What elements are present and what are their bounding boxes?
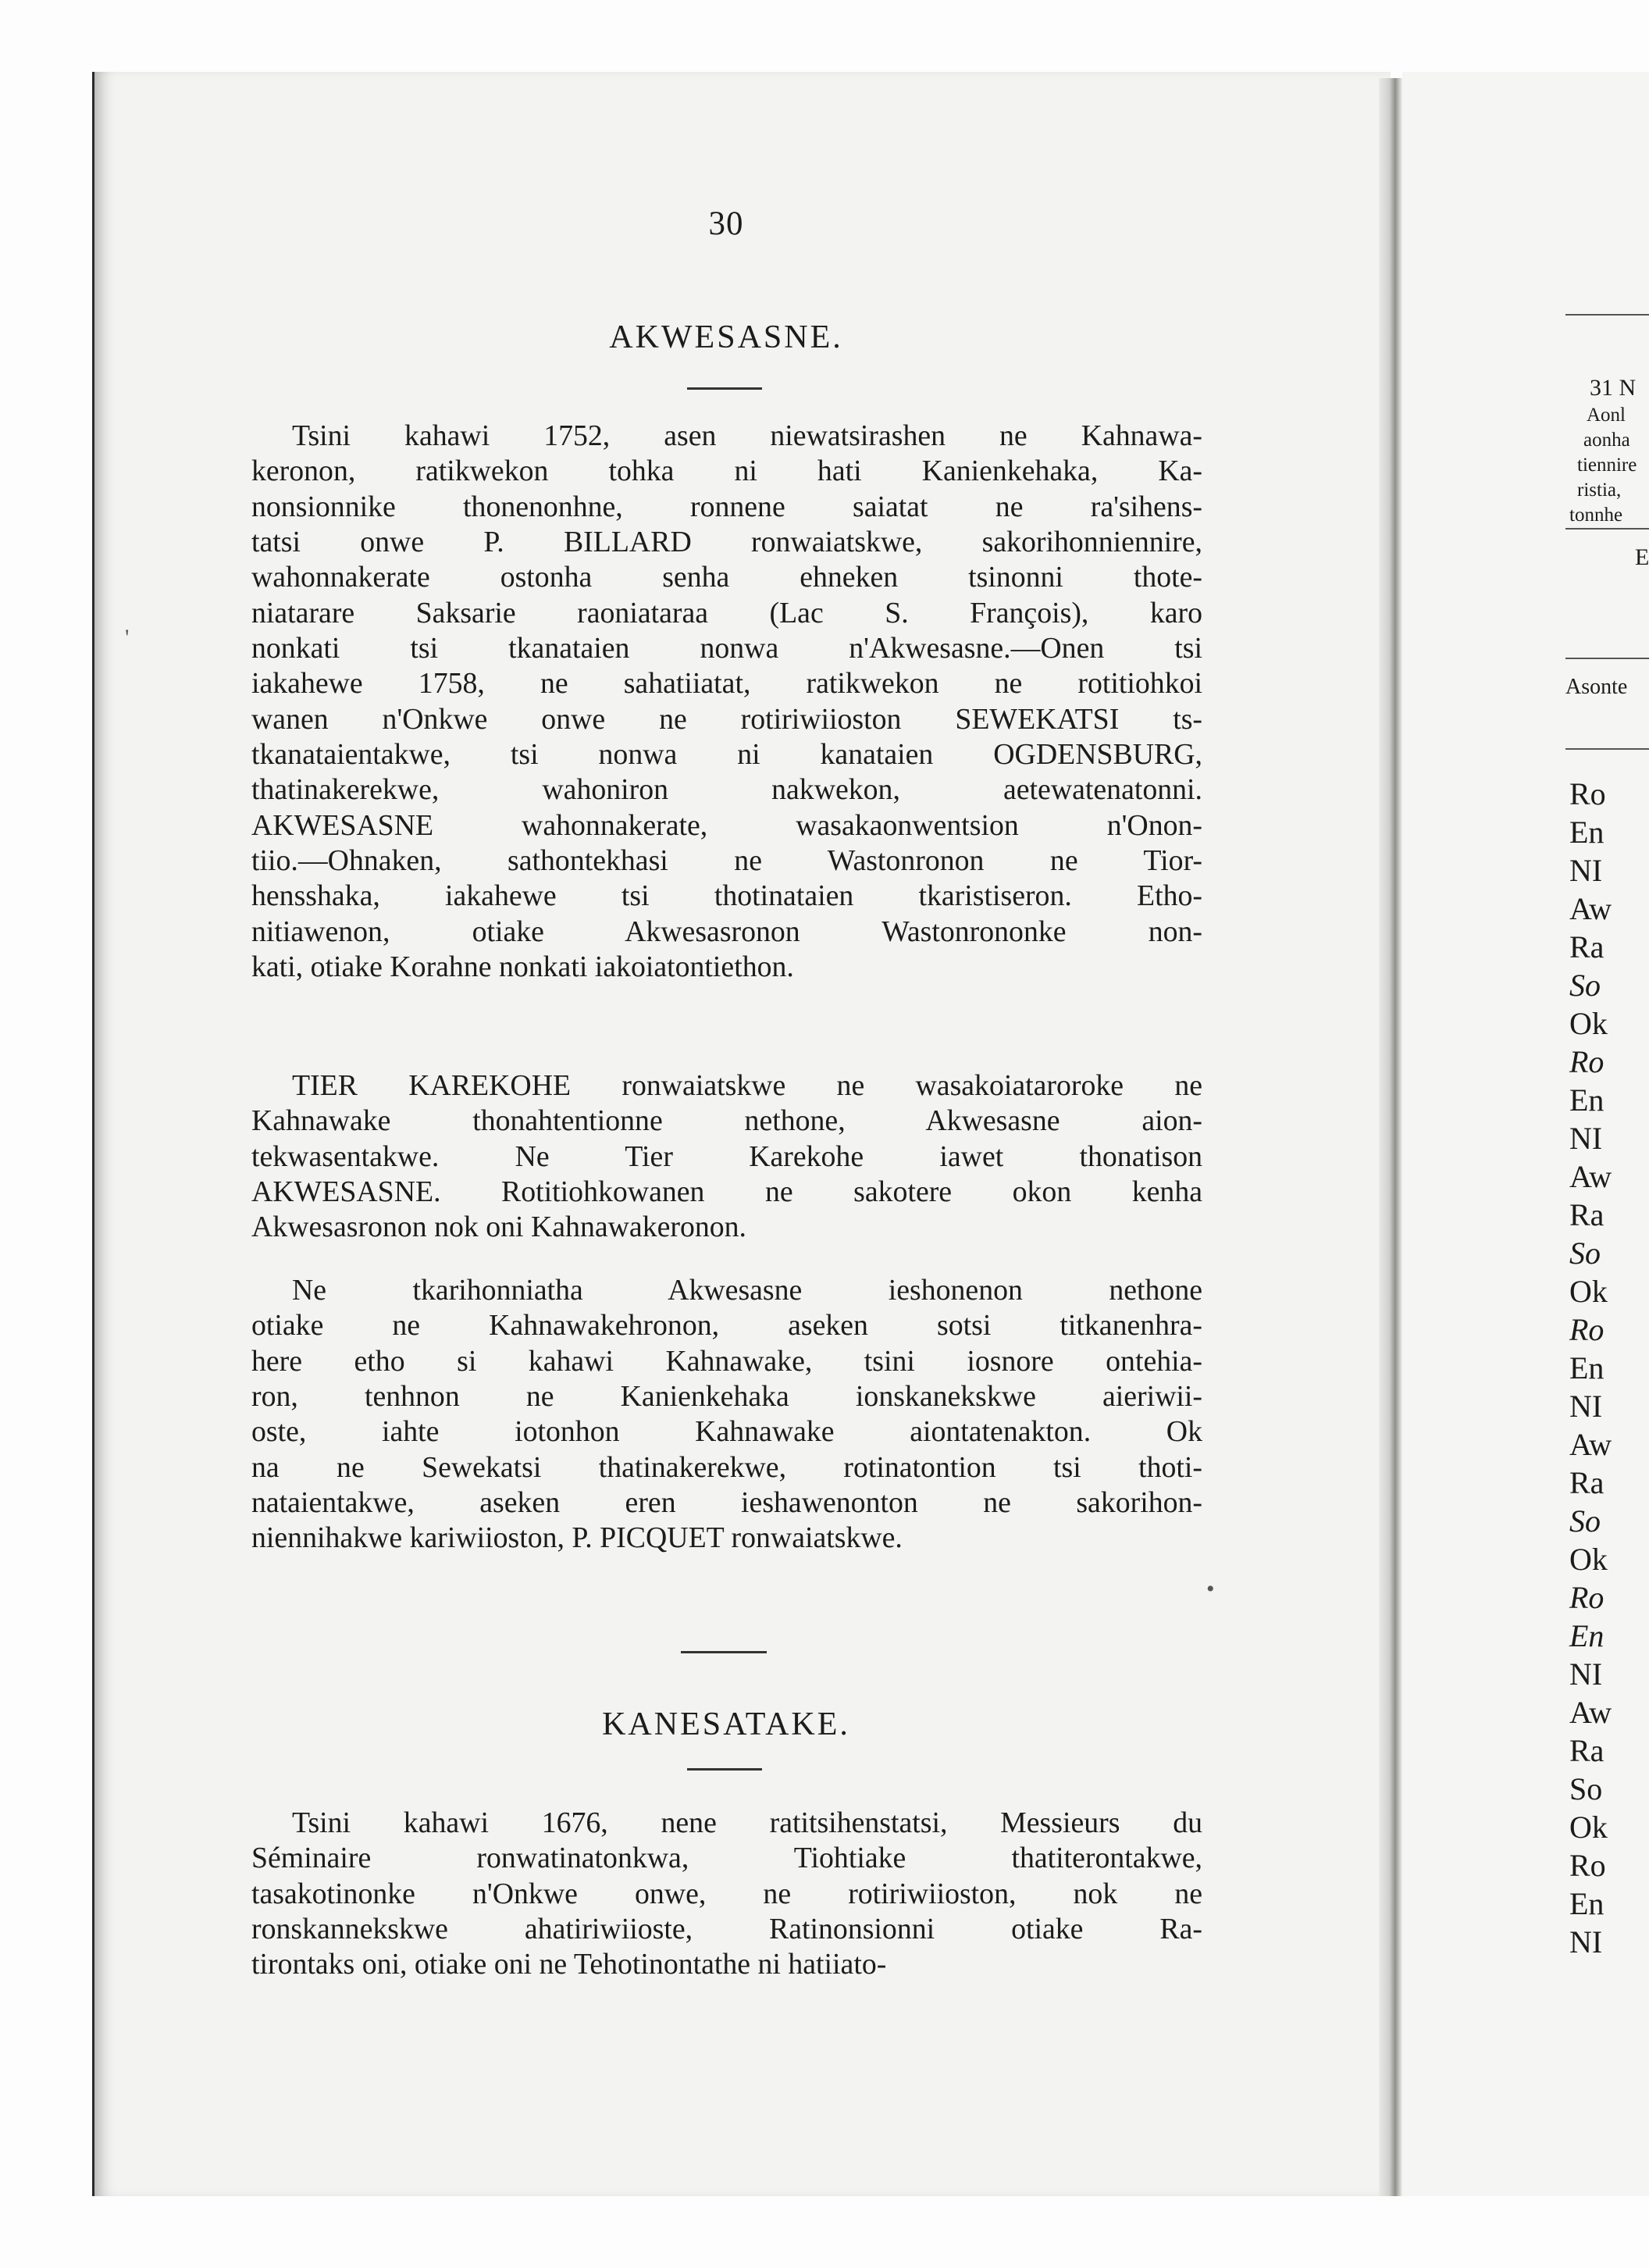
text-line: AKWESASNE. Rotitiohkowanen ne sakotere okon kenha (251, 1175, 1202, 1209)
text-line: TIER KAREKOHE ronwaiatskwe ne wasakoiataroroke ne (292, 1069, 1202, 1102)
heading-rule (687, 387, 762, 390)
right-column-entry: Aw (1569, 891, 1612, 926)
right-page-rule (1565, 528, 1649, 530)
right-column-entry: Ra (1569, 929, 1604, 965)
text-line: otiake ne Kahnawakehronon, aseken sotsi titkanenhra- (251, 1309, 1202, 1343)
text-line: wanen n'Onkwe onwe ne rotiriwiioston SEWEKATSI ts- (251, 702, 1202, 736)
right-column-entry: So (1569, 1771, 1603, 1806)
right-page-rule (1565, 658, 1649, 659)
book-spine (1379, 78, 1402, 2196)
paragraph-kanesatake-1 (251, 1806, 1202, 1983)
text-line: tirontaks oni, otiake oni ne Tehotinontathe ni hatiiato- (251, 1948, 887, 1981)
right-column-entry: Ok (1569, 1006, 1608, 1041)
right-page-column-header: Asonte (1565, 675, 1628, 699)
text-line: iakahewe 1758, ne sahatiiatat, ratikwekon ne rotitiohkoi (251, 667, 1202, 701)
text-line: tkanataientakwe, tsi nonwa ni kanataien OGDENSBURG, (251, 738, 1202, 772)
right-column-entry: NI (1569, 1924, 1603, 1960)
right-column-entry: Aw (1569, 1695, 1612, 1730)
section-heading-kanesatake: KANESATAKE. (602, 1706, 850, 1742)
right-page-header: 31 N (1590, 375, 1637, 401)
right-column-entry: Aw (1569, 1427, 1612, 1462)
right-column-entry: Ro (1569, 1580, 1604, 1615)
right-column-entry: En (1569, 1618, 1604, 1653)
text-line: Séminaire ronwatinatonkwa, Tiohtiake thatiterontakwe, (251, 1842, 1202, 1875)
right-column-entry: So (1569, 1503, 1601, 1539)
right-column-entry: Ro (1569, 776, 1606, 811)
text-line: tiio.—Ohnaken, sathontekhasi ne Wastonronon ne Tior- (251, 844, 1202, 878)
right-page-snippet: ristia, (1577, 480, 1622, 501)
text-line: nataientakwe, aseken eren ieshawenonton ne sakorihon- (251, 1486, 1202, 1520)
right-column-entry: So (1569, 968, 1601, 1003)
text-line: nonsionnike thonenonhne, ronnene saiatat ne ra'sihens- (251, 490, 1202, 523)
text-line: tekwasentakwe. Ne Tier Karekohe iawet thonatison (251, 1139, 1202, 1173)
right-page-letter: E (1635, 544, 1649, 570)
text-line: Kahnawake thonahtentionne nethone, Akwesasne aion- (251, 1104, 1202, 1138)
text-line: Tsini kahawi 1752, asen niewatsirashen ne Kahnawa- (292, 419, 1202, 452)
right-column-entry: Ra (1569, 1465, 1604, 1500)
section-divider-rule (681, 1651, 767, 1653)
right-column-entry: Ra (1569, 1197, 1604, 1232)
right-column-entry: So (1569, 1236, 1601, 1271)
right-column-entry: NI (1569, 853, 1603, 888)
right-column-entry: Ra (1569, 1733, 1604, 1768)
text-line: ron, tenhnon ne Kanienkehaka ionskanekskwe aieriwii- (251, 1380, 1202, 1414)
text-line: thatinakerekwe, wahoniron nakwekon, aetewatenatonni. (251, 773, 1202, 807)
text-line: AKWESASNE wahonnakerate, wasakaonwentsion n'Onon- (251, 808, 1202, 842)
right-column-entry: NI (1569, 1121, 1603, 1156)
text-line: hensshaka, iakahewe tsi thotinataien tkaristiseron. Etho- (251, 879, 1202, 913)
right-page-snippet: aonha (1583, 430, 1630, 451)
right-column-entry: Ro (1569, 1312, 1604, 1347)
text-line: here etho si kahawi Kahnawake, tsini iosnore ontehia- (251, 1344, 1202, 1378)
right-column-entry: Ro (1569, 1848, 1606, 1883)
right-column-entry: En (1569, 1350, 1604, 1385)
text-line: tatsi onwe P. BILLARD ronwaiatskwe, sakorihonniennire, (251, 526, 1202, 559)
section-heading-akwesasne: AKWESASNE. (609, 319, 843, 355)
paragraph-akwesasne-3 (251, 1273, 1202, 1557)
margin-mark: ' (125, 625, 130, 651)
paragraph-akwesasne-2 (251, 1068, 1202, 1246)
text-line: niennihakwe kariwiioston, P. PICQUET ronwaiatskwe. (251, 1521, 903, 1555)
text-line: Tsini kahawi 1676, nene ratitsihenstatsi, Messieurs du (292, 1806, 1202, 1839)
text-line: nitiawenon, otiake Akwesasronon Wastonrononke non- (251, 915, 1202, 948)
heading-rule (687, 1768, 762, 1771)
right-column-entry: NI (1569, 1389, 1603, 1424)
text-line: ronskannekskwe ahatiriwiioste, Ratinonsionni otiake Ra- (251, 1913, 1202, 1946)
text-line: niatarare Saksarie raoniataraa (Lac S. François), karo (251, 596, 1202, 629)
right-column-entry: Ok (1569, 1542, 1608, 1577)
right-page-snippet: tiennire (1577, 455, 1637, 476)
page-number: 30 (708, 205, 744, 242)
paragraph-akwesasne-1 (251, 419, 1202, 986)
right-column-entry: Ro (1569, 1044, 1604, 1079)
right-column-entry: NI (1569, 1656, 1603, 1692)
right-column-entry: Ok (1569, 1274, 1608, 1309)
text-line: keronon, ratikwekon tohka ni hati Kanienkehaka, Ka- (251, 455, 1202, 488)
right-column-entry: En (1569, 1886, 1604, 1921)
text-line: kati, otiake Korahne nonkati iakoiatontiethon. (251, 950, 794, 984)
text-line: tasakotinonke n'Onkwe onwe, ne rotiriwiioston, nok ne (251, 1877, 1202, 1910)
right-page-snippet: Aonl (1587, 405, 1626, 426)
text-line: Akwesasronon nok oni Kahnawakeronon. (251, 1211, 747, 1244)
right-page-rule (1565, 314, 1649, 316)
right-column-entry: En (1569, 815, 1604, 850)
right-page-rule (1565, 748, 1649, 750)
right-column-entry: En (1569, 1082, 1604, 1118)
text-line: na ne Sewekatsi thatinakerekwe, rotinatontion tsi thoti- (251, 1450, 1202, 1484)
margin-mark: • (1206, 1576, 1215, 1602)
right-column-entry: Ok (1569, 1810, 1608, 1845)
text-line: Ne tkarihonniatha Akwesasne ieshonenon nethone (292, 1274, 1202, 1307)
text-line: nonkati tsi tkanataien nonwa n'Akwesasne.—Onen tsi (251, 632, 1202, 665)
right-column-entry: Aw (1569, 1159, 1612, 1194)
right-page-column (1569, 775, 1649, 1961)
text-line: oste, iahte iotonhon Kahnawake aiontatenakton. Ok (251, 1415, 1202, 1449)
text-line: wahonnakerate ostonha senha ehneken tsinonni thote- (251, 561, 1202, 594)
right-page-snippet: tonnhe (1569, 505, 1623, 526)
